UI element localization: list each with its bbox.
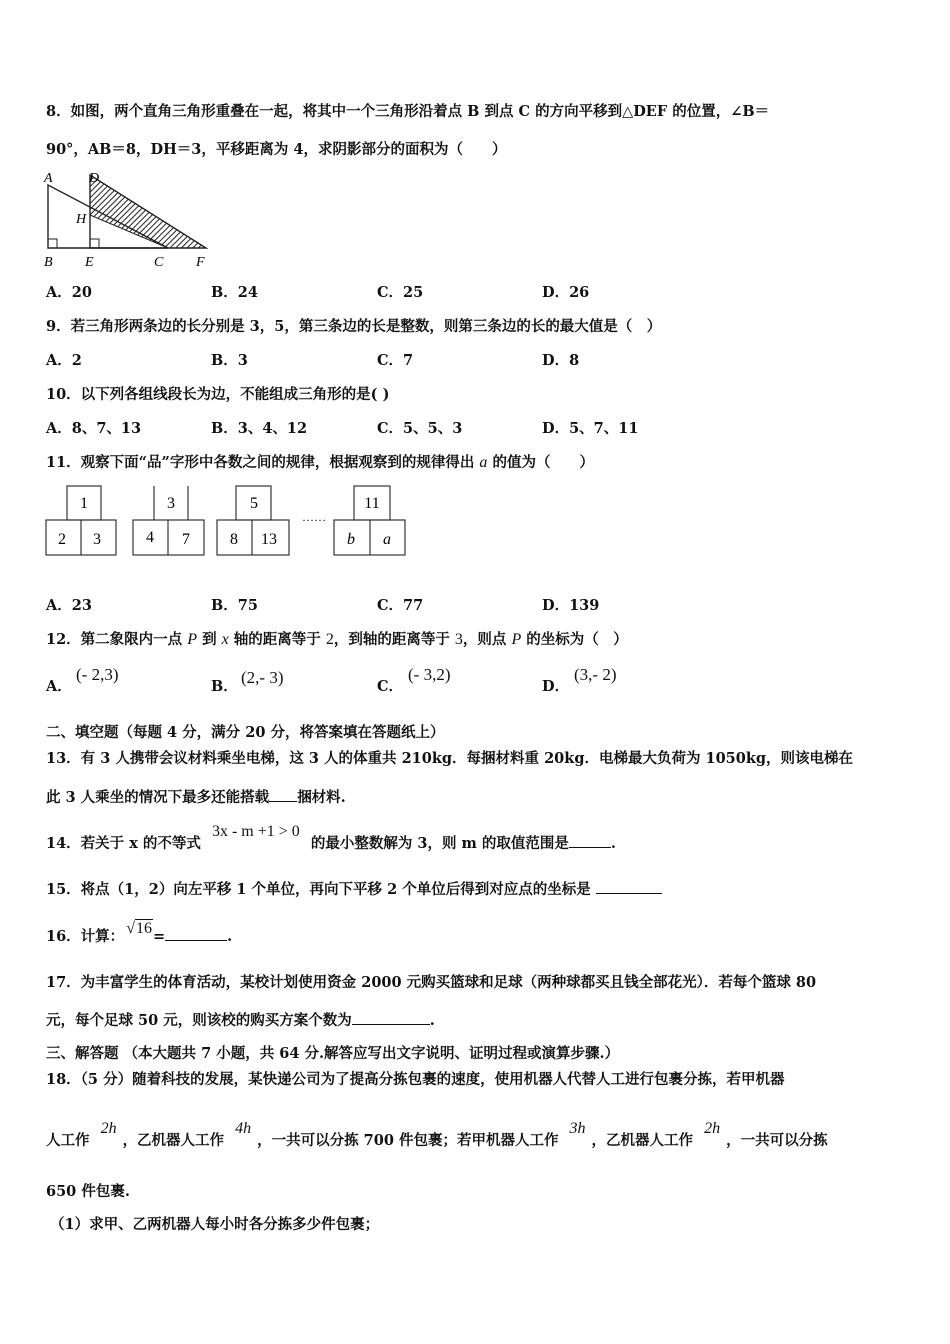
q12-option-c[interactable]: C． (- 3,2) — [377, 665, 451, 695]
q14-inequality: 3x - m +1 > 0 — [211, 823, 300, 840]
q11-option-a[interactable]: A．23 — [46, 597, 92, 614]
sqrt-expression: √16 — [126, 920, 152, 937]
q8-option-b[interactable]: B．24 — [211, 284, 258, 301]
fig2-right: 7 — [182, 531, 190, 548]
q12-option-b[interactable]: B． (2,- 3) — [211, 668, 284, 695]
q11-option-d[interactable]: D．139 — [542, 597, 600, 614]
fig3-top: 5 — [250, 495, 258, 512]
fig1-top: 1 — [80, 495, 88, 512]
pin-figure-1 — [46, 486, 116, 555]
q10-option-d[interactable]: D．5、7、11 — [542, 420, 639, 437]
label-c: C — [154, 255, 164, 270]
q15-answer-blank[interactable] — [596, 879, 662, 894]
q9-text: 9．若三角形两条边的长分别是 3，5，第三条边的长是整数，则第三条边的长的最大值是（ ） — [46, 318, 662, 335]
q16-answer-blank[interactable] — [165, 926, 227, 941]
q9-option-c[interactable]: C．7 — [377, 352, 414, 369]
q8-option-a[interactable]: A．20 — [46, 284, 92, 301]
q8-line1: 8．如图，两个直角三角形重叠在一起，将其中一个三角形沿着点 B 到点 C 的方向平移到△DEF 的位置，∠B＝ — [46, 103, 770, 120]
q8-line2: 90°，AB＝8，DH＝3，平移距离为 4，求阴影部分的面积为（ ） — [46, 141, 507, 158]
q14-text: 14．若关于 x 的不等式 3x - m +1 > 0 的最小整数解为 3，则 m 的取值范围是 . — [46, 823, 616, 852]
label-a: A — [44, 171, 53, 186]
q13-line1: 13．有 3 人携带会议材料乘坐电梯，这 3 人的体重共 210kg．每捆材料重 20kg．电梯最大负荷为 1050kg，则该电梯在 — [46, 750, 854, 767]
q17-line2: 元，每个足球 50 元，则该校的购买方案个数为 . — [46, 1012, 435, 1029]
fig3-right: 13 — [261, 531, 277, 548]
q12-option-a[interactable]: A． (- 2,3) — [46, 665, 119, 695]
label-e: E — [85, 255, 94, 270]
q17-answer-blank[interactable] — [352, 1010, 430, 1025]
q11-figures — [40, 483, 420, 559]
q11-option-c[interactable]: C．77 — [377, 597, 424, 614]
q10-option-c[interactable]: C．5、5、3 — [377, 420, 463, 437]
q16-text: 16．计算： √16= . — [46, 920, 233, 945]
pin-figure-2 — [133, 486, 204, 555]
ellipsis: …… — [302, 510, 326, 524]
q9-option-d[interactable]: D．8 — [542, 352, 580, 369]
fig2-left: 4 — [146, 529, 154, 546]
fig4-right: a — [383, 531, 391, 548]
q9-option-b[interactable]: B．3 — [211, 352, 248, 369]
q13-answer-blank[interactable] — [269, 787, 297, 802]
q9-option-a[interactable]: A．2 — [46, 352, 82, 369]
fig3-left: 8 — [230, 531, 238, 548]
fig2-top: 3 — [167, 495, 175, 512]
label-f: F — [196, 255, 205, 270]
q8-figure — [40, 168, 220, 270]
q18-line2: 人工作 2h，乙机器人工作 4h，一共可以分拣 700 件包裹；若甲机器人工作 3h，乙机器人工作 2h，一共可以分拣 — [46, 1120, 828, 1149]
pin-figure-3 — [217, 486, 289, 555]
q14-answer-blank[interactable] — [569, 833, 611, 848]
q18-line3: 650 件包裹. — [46, 1183, 130, 1200]
q10-option-b[interactable]: B．3、4、12 — [211, 420, 308, 437]
section-3-heading: 三、解答题 （本大题共 7 小题，共 64 分.解答应写出文字说明、证明过程或演算步骤.） — [46, 1045, 620, 1062]
q12-text: 12．第二象限内一点 P 到 x 轴的距离等于 2，到轴的距离等于 3，则点 P 的坐标为（ ） — [46, 631, 628, 648]
label-h: H — [76, 212, 87, 227]
fig4-top: 11 — [364, 495, 380, 512]
section-2-heading: 二、填空题（每题 4 分，满分 20 分，将答案填在答题纸上） — [46, 724, 445, 741]
fig1-left: 2 — [58, 531, 66, 548]
fig1-right: 3 — [93, 531, 101, 548]
pin-figure-4 — [334, 486, 405, 555]
q11-text: 11．观察下面“品”字形中各数之间的规律，根据观察到的规律得出 a 的值为（ ） — [46, 454, 594, 471]
q12-option-d[interactable]: D． (3,- 2) — [542, 665, 617, 695]
q18-line1: 18．（5 分）随着科技的发展，某快递公司为了提高分拣包裹的速度，使用机器人代替人工进行包裹分拣，若甲机器 — [46, 1071, 785, 1088]
q10-option-a[interactable]: A．8、7、13 — [46, 420, 142, 437]
q15-text: 15．将点（1，2）向左平移 1 个单位，再向下平移 2 个单位后得到对应点的坐标是 — [46, 879, 662, 900]
q17-line1: 17．为丰富学生的体育活动，某校计划使用资金 2000 元购买篮球和足球（两种球都买且钱全部花光）．若每个篮球 80 — [46, 974, 817, 991]
q18-sub1: （1）求甲、乙两机器人每小时各分拣多少件包裹； — [50, 1216, 380, 1233]
q10-text: 10．以下列各组线段长为边，不能组成三角形的是( ) — [46, 386, 390, 403]
q11-option-b[interactable]: B．75 — [211, 597, 258, 614]
q8-option-d[interactable]: D．26 — [542, 284, 590, 301]
label-d: D — [89, 171, 100, 186]
q13-line2: 此 3 人乘坐的情况下最多还能搭载 捆材料. — [46, 789, 346, 806]
label-b: B — [44, 255, 53, 270]
q8-option-c[interactable]: C．25 — [377, 284, 424, 301]
fig4-left: b — [347, 531, 355, 548]
